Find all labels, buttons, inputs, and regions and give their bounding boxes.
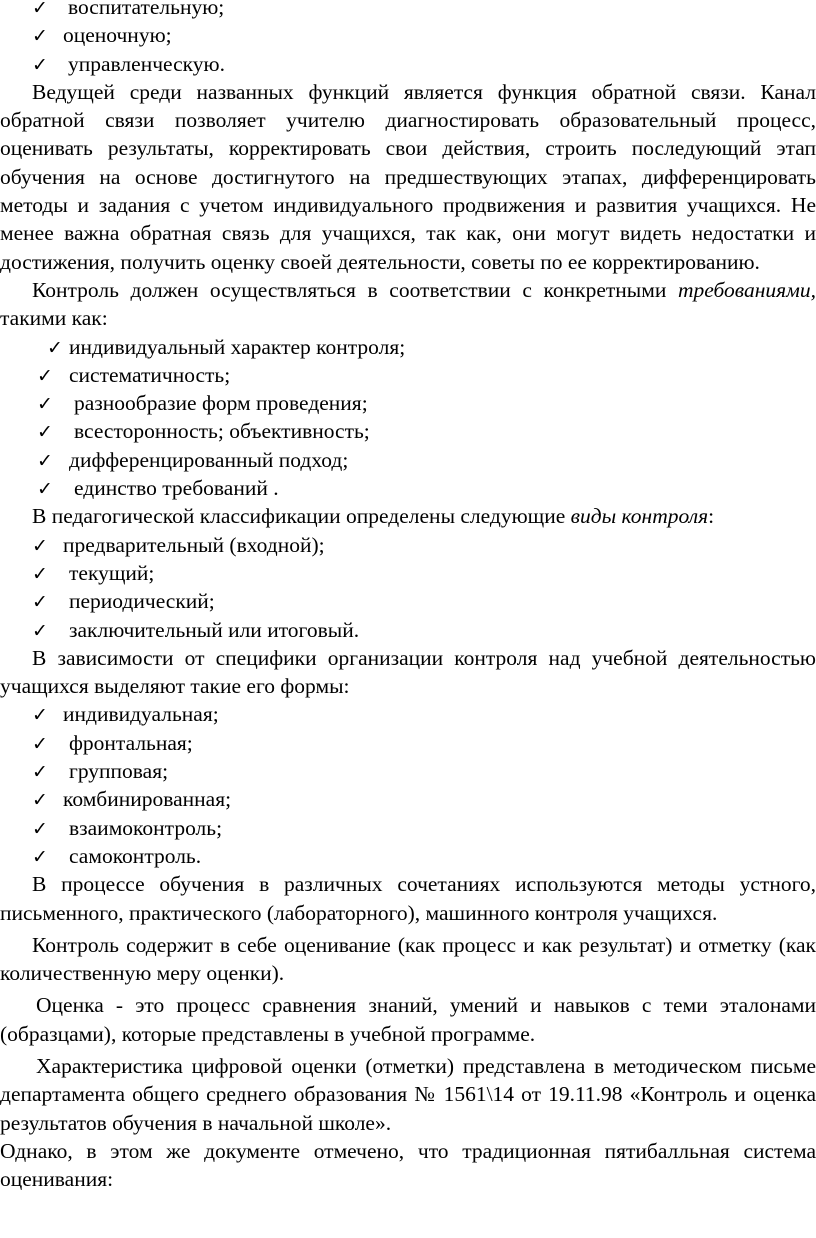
types-list <box>0 531 816 644</box>
list-item: ✓ периодический; <box>0 587 816 615</box>
paragraph-however: Однако, в этом же документе отмечено, что традиционная пятибалльная система оценивания: <box>0 1138 816 1192</box>
list-item: ✓ текущий; <box>0 559 816 587</box>
paragraph-characteristic: Характеристика цифровой оценки (отметки) представлена в методическом письме департамента общего среднего образования № 1561\14 от 19.11.98 «Контроль и оценка результатов обучения в начальной школе». <box>0 1053 816 1135</box>
paragraph-contains: Контроль содержит в себе оценивание (как процесс и как результат) и отметку (как количественную меру оценки). <box>0 932 816 986</box>
check-icon: ✓ <box>32 817 48 840</box>
check-icon: ✓ <box>37 478 53 501</box>
paragraph-assessment: Оценка - это процесс сравнения знаний, умений и навыков с теми эталонами (образцами), которые представлены в учебной программе. <box>0 993 816 1046</box>
list-item: ✓ групповая; <box>0 757 816 785</box>
paragraph-forms: В зависимости от специфики организации контроля над учебной деятельностью учащихся выделяют такие его формы: <box>0 645 816 699</box>
paragraph-control-requirements: Контроль должен осуществляться в соответствии с конкретными требованиями, такими как: <box>0 277 816 331</box>
italic-types: виды контроля <box>570 504 709 529</box>
list-item: ✓ единство требований . <box>0 474 816 502</box>
functions-list <box>0 0 816 78</box>
list-item: ✓ индивидуальный характер контроля; <box>0 333 816 361</box>
list-item: ✓ воспитательную; <box>0 0 816 21</box>
forms-list <box>0 700 816 870</box>
list-item: ✓ предварительный (входной); <box>0 531 816 559</box>
list-item: ✓ самоконтроль. <box>0 842 816 870</box>
check-icon: ✓ <box>47 336 63 359</box>
list-item: ✓ управленческую. <box>0 50 816 78</box>
list-item: ✓ дифференцированный подход; <box>0 446 816 474</box>
check-icon: ✓ <box>32 562 48 585</box>
list-item: ✓ взаимоконтроль; <box>0 814 816 842</box>
list-item: ✓ оценочную; <box>0 21 816 49</box>
list-item: ✓ индивидуальная; <box>0 700 816 728</box>
check-icon: ✓ <box>32 25 48 48</box>
check-icon: ✓ <box>32 789 48 812</box>
list-item: ✓ разнообразие форм проведения; <box>0 389 816 417</box>
list-item: ✓ всесторонность; объективность; <box>0 417 816 445</box>
list-item: ✓ заключительный или итоговый. <box>0 616 816 644</box>
check-icon: ✓ <box>32 845 48 868</box>
italic-requirements: требованиями, <box>677 277 816 302</box>
list-item: ✓ комбинированная; <box>0 785 816 813</box>
check-icon: ✓ <box>32 619 48 642</box>
check-icon: ✓ <box>32 732 48 755</box>
check-icon: ✓ <box>32 53 48 76</box>
list-item: ✓ фронтальная; <box>0 729 816 757</box>
check-icon: ✓ <box>37 449 53 472</box>
check-icon: ✓ <box>32 704 48 727</box>
paragraph-feedback: Ведущей среди названных функций является функция обратной связи. Канал обратной связи позволяет учителю диагностировать образовательный процесс, оценивать результаты, корректировать свои действия, строить последующий этап обучения на основе достигнутого на предшествующих этапах, дифференцировать методы и задания с учетом индивидуального продвижения и развития учащихся. Не менее важна обратная связь для учащихся, так как, они могут видеть недостатки и достижения, получить оценку своей деятельности, советы по ее корректированию. <box>0 79 816 274</box>
check-icon: ✓ <box>37 421 53 444</box>
check-icon: ✓ <box>37 393 53 416</box>
paragraph-methods: В процессе обучения в различных сочетаниях используются методы устного, письменного, практического (лабораторного), машинного контроля учащихся. <box>0 872 816 925</box>
check-icon: ✓ <box>32 761 48 784</box>
check-icon: ✓ <box>37 364 53 387</box>
check-icon: ✓ <box>32 0 48 19</box>
check-icon: ✓ <box>32 591 48 614</box>
list-item: ✓ систематичность; <box>0 361 816 389</box>
check-icon: ✓ <box>32 534 48 557</box>
paragraph-control-types: В педагогической классификации определены следующие виды контроля: <box>32 504 715 529</box>
requirements-list <box>0 333 816 503</box>
